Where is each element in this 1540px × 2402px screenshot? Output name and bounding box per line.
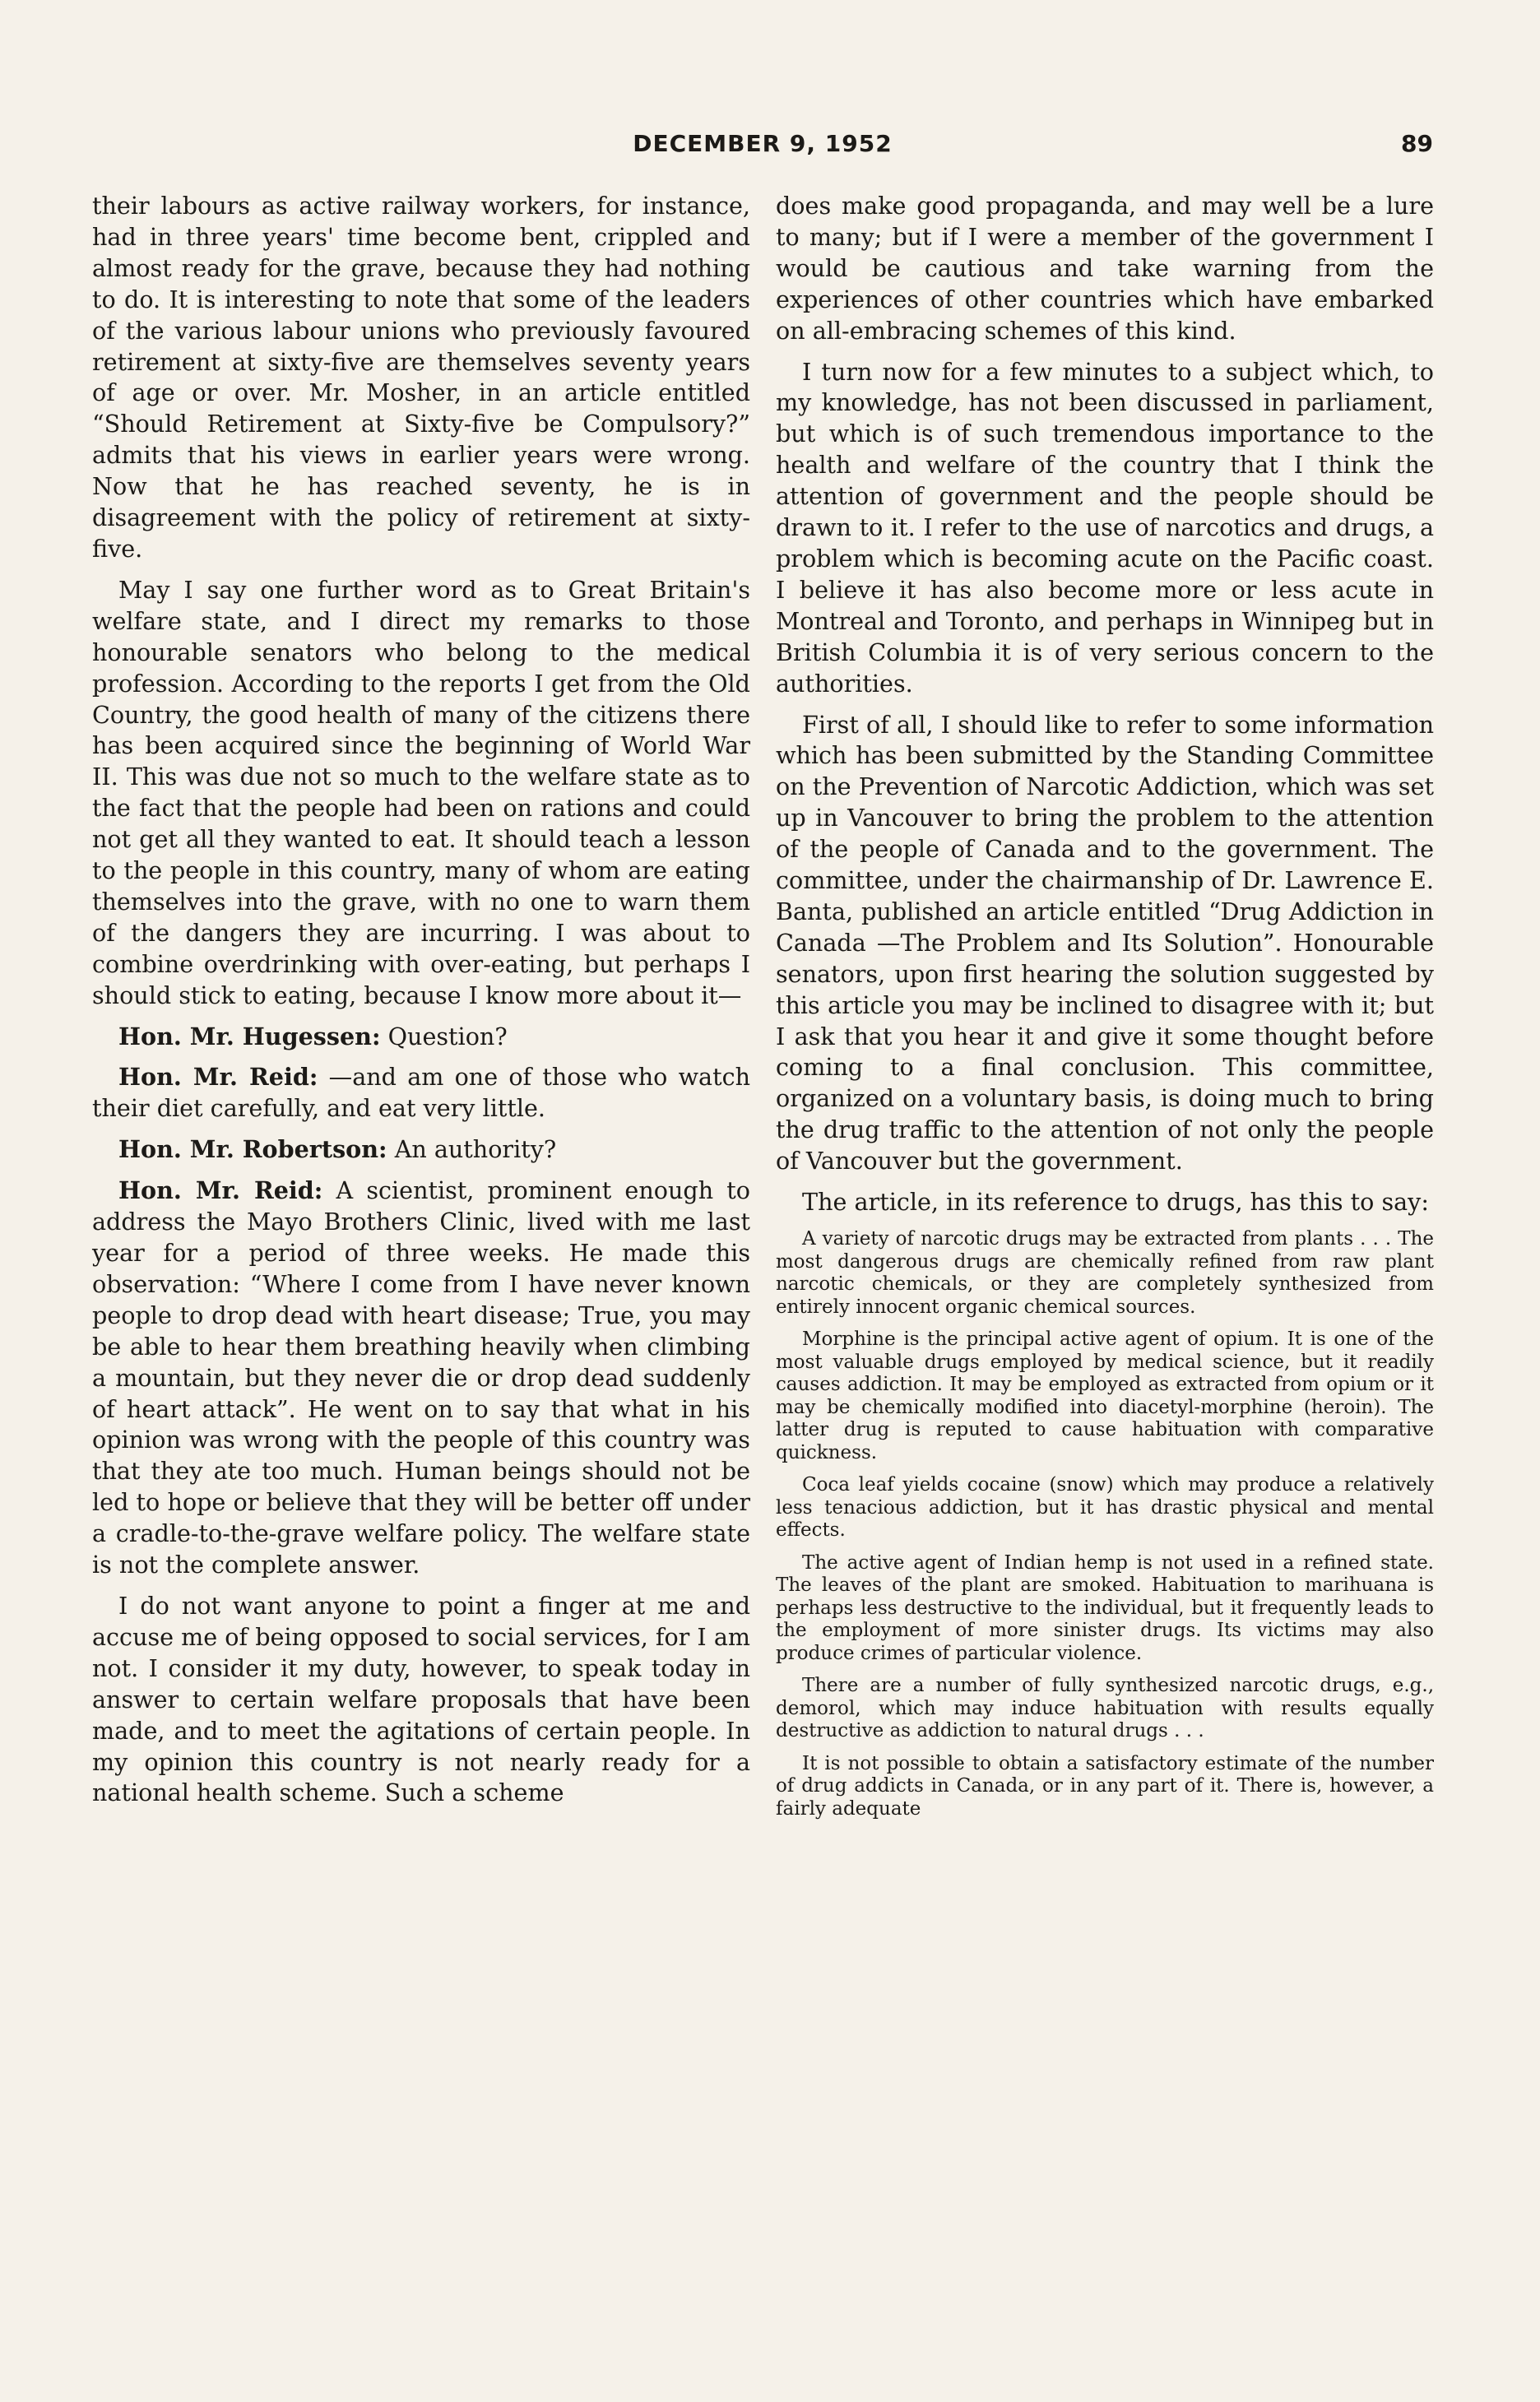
quote-paragraph: The active agent of Indian hemp is not used in a refined state. The leaves of the plant are smoked. Habituation to marihuana is perhaps less destructive to the individual, but it frequently leads to the employment of more sinister drugs. Its victims may also produce crimes of particular violence. [776, 1551, 1434, 1664]
paragraph: I turn now for a few minutes to a subject which, to my knowledge, has not been discussed in parliament, but which is of such tremendous importance to the health and welfare of the country that I think the attention of government and the people should be drawn to it. I refer to the use of narcotics and drugs, a problem which is becoming acute on the Pacific coast. I believe it has also become more or less acute in Montreal and Toronto, and perhaps in Winnipeg but in British Columbia it is of very serious concern to the authorities. [776, 357, 1434, 698]
speaker-name: Hon. Mr. Hugessen: [118, 1022, 381, 1050]
quote-paragraph: There are a number of fully synthesized narcotic drugs, e.g., demorol, which may induce habituation with results equally destructive as addiction to natural drugs . . . [776, 1675, 1434, 1741]
speech-text: —and am one of those who watch their diet carefully, and eat very little. [92, 1063, 751, 1123]
speaker-name: Hon. Mr. Robertson: [118, 1135, 387, 1164]
speaker-name: Hon. Mr. Reid: [118, 1063, 318, 1092]
page-number: 89 [1401, 130, 1433, 157]
paragraph: First of all, I should like to refer to some information which has been submitted by the Standing Committee on the Prevention of Narcotic Addiction, which was set up in Vancouver to bring the problem to the attention of the people of Canada and to the government. The committee, under the chairmanship of Dr. Lawrence E. Banta, published an article entitled “Drug Addiction in Canada —The Problem and Its Solution”. Honourable senators, upon first hearing the solution suggested by this article you may be inclined to disagree with it; but I ask that you hear it and give it some thought before coming to a final conclusion. This committee, organized on a voluntary basis, is doing much to bring the drug traffic to the attention of not only the people of Vancouver but the government. [776, 710, 1434, 1175]
quote-paragraph: A variety of narcotic drugs may be extracted from plants . . . The most dangerous drugs are chemically refined from raw plant narcotic chemicals, or they are completely synthesized from entirely innocent organic chemical sources. [776, 1228, 1434, 1318]
speech [92, 1062, 750, 1124]
speech-text: A scientist, prominent enough to address the Mayo Brothers Clinic, lived with me last year for a period of three weeks. He made this observation: “Where I come from I have never known people to drop dead with heart disease; True, you may be able to hear them breathing heavily when climbing a mountain, but they never die or drop dead suddenly of heart attack”. He went on to say that what in his opinion was wrong with the people of this country was that they ate too much. Human beings should not be led to hope or believe that they will be better off under a cradle-to-the-grave welfare policy. The welfare state is not the complete answer. [92, 1176, 751, 1579]
block-quote [776, 1228, 1434, 1820]
paragraph: May I say one further word as to Great Britain's welfare state, and I direct my remarks to those honourable senators who belong to the medical profession. According to the reports I get from the Old Country, the good health of many of the citizens there has been acquired since the beginning of World War II. This was due not so much to the welfare state as to the fact that the people had been on rations and could not get all they wanted to eat. It should teach a lesson to the people in this country, many of whom are eating themselves into the grave, with no one to warn them of the dangers they are incurring. I was about to combine overdrinking with over-eating, but perhaps I should stick to eating, because I know more about it— [92, 575, 750, 1009]
page-header [92, 130, 1433, 171]
header-date: DECEMBER 9, 1952 [633, 130, 893, 157]
speech-text: An authority? [394, 1135, 557, 1164]
paragraph: I do not want anyone to point a finger at me and accuse me of being opposed to social services, for I am not. I consider it my duty, however, to speak today in answer to certain welfare proposals that have been made, and to meet the agitations of certain people. In my opinion this country is not nearly ready for a national health scheme. Such a scheme [92, 1591, 750, 1807]
quote-paragraph: Coca leaf yields cocaine (snow) which may produce a relatively less tenacious addiction, but it has drastic physical and mental effects. [776, 1474, 1434, 1541]
paragraph: The article, in its reference to drugs, has this to say: [802, 1188, 1429, 1217]
speaker-name: Hon. Mr. Reid: [118, 1176, 323, 1205]
quote-paragraph: Morphine is the principal active agent of opium. It is one of the most valuable drugs employed by medical science, but it readily causes addiction. It may be employed as extracted from opium or it may be chemically modified into diacetyl-morphine (heroin). The latter drug is reputed to cause habituation with comparative quickness. [776, 1329, 1434, 1463]
paragraph: does make good propaganda, and may well be a lure to many; but if I were a member of the government I would be cautious and take warning from the experiences of other countries which have embarked on all-embracing schemes of this kind. [776, 192, 1434, 345]
left-column [92, 191, 750, 1819]
speech [92, 1022, 750, 1053]
speech [92, 1134, 750, 1166]
right-column [776, 191, 1434, 1830]
quote-paragraph: It is not possible to obtain a satisfactory estimate of the number of drug addicts in Canada, or in any part of it. There is, however, a fairly adequate [776, 1752, 1434, 1820]
speech [92, 1175, 750, 1581]
speech-text: Question? [387, 1022, 508, 1050]
paragraph: their labours as active railway workers, for instance, had in three years' time become bent, crippled and almost ready for the grave, because they had nothing to do. It is interesting to note that some of the leaders of the various labour unions who previously favoured retirement at sixty-five are themselves seventy years of age or over. Mr. Mosher, in an article entitled “Should Retirement at Sixty-five be Compulsory?” admits that his views in earlier years were wrong. Now that he has reached seventy, he is in disagreement with the policy of retirement at sixty-five. [92, 192, 750, 563]
